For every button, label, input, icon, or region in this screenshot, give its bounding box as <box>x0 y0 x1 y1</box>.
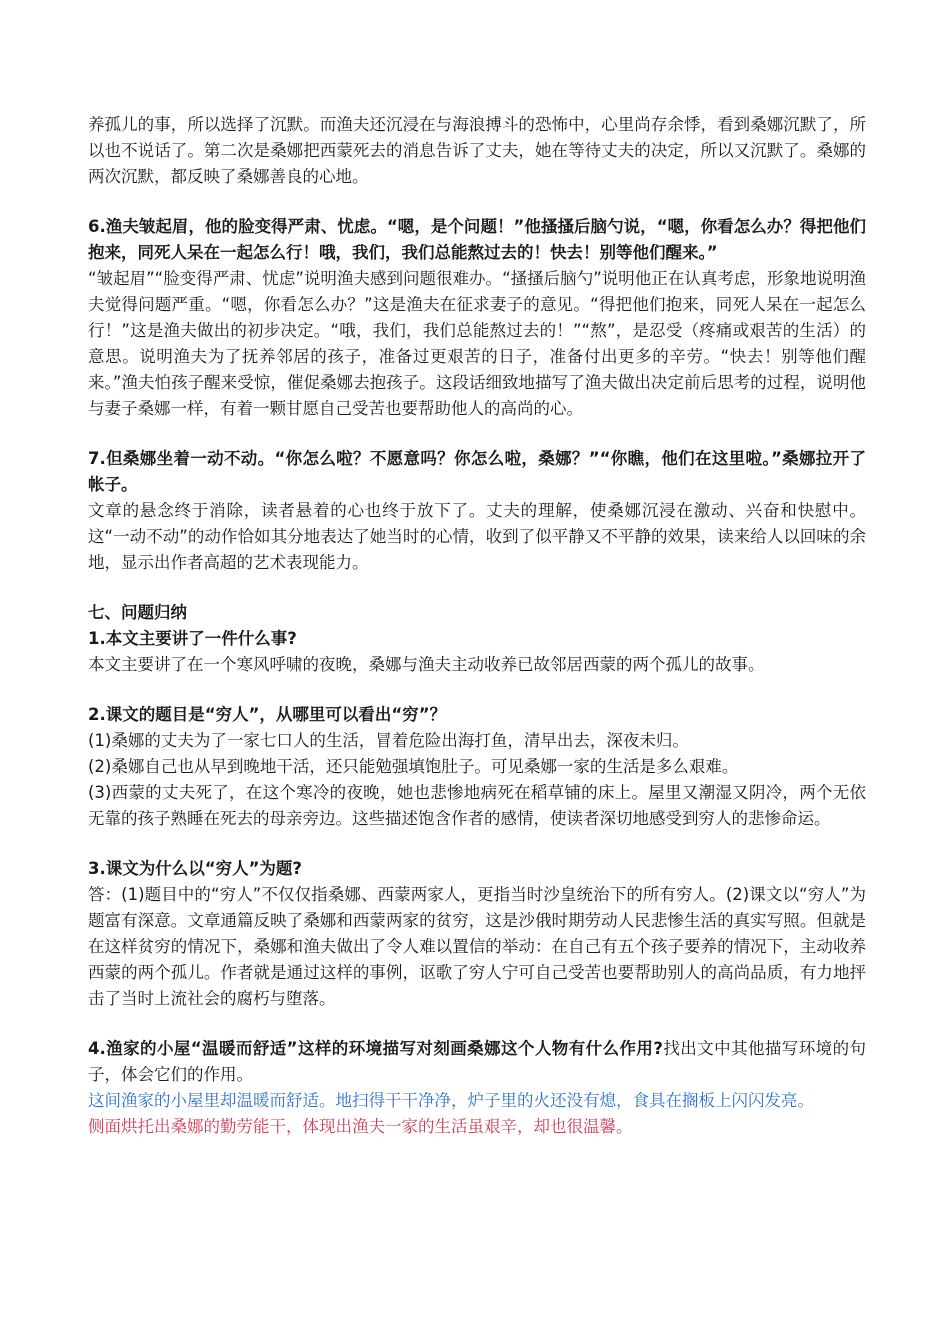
summary-3-answer: 答：(1)题目中的“穷人”不仅仅指桑娜、西蒙两家人，更指当时沙皇统治下的所有穷人。(2)课文以“穷人”为题富有深意。文章通篇反映了桑娜和西蒙两家的贫穷，这是沙俄时期劳动人民悲惨生活的真实写照。但就是在这样贫穷的情况下，桑娜和渔夫做出了令人难以置信的举动：在自己有五个孩子要养的情况下，主动收养西蒙的两个孤儿。作者就是通过这样的事例，讴歌了穷人宁可自己受苦也要帮助别人的高尚品质，有力地抨击了当时上流社会的腐朽与堕落。 <box>88 885 866 1008</box>
summary-4-answer: 侧面烘托出桑娜的勤劳能干，体现出渔夫一家的生活虽艰辛，却也很温馨。 <box>88 1117 633 1136</box>
question-7-title: 7.但桑娜坐着一动不动。“你怎么啦？不愿意吗？你怎么啦，桑娜？”“你瞧，他们在这里啦。”桑娜拉开了帐子。 <box>88 449 866 494</box>
summary-4-quote: 这间渔家的小屋里却温暖而舒适。地扫得干干净净，炉子里的火还没有熄，食具在搁板上闪闪发亮。 <box>88 1091 814 1110</box>
summary-4-title-bold: 4.渔家的小屋“温暖而舒适”这样的环境描写对刻画桑娜这个人物有什么作用? <box>88 1039 663 1058</box>
summary-2-item-2: (2)桑娜自己也从早到晚地干活，还只能勉强填饱肚子。可见桑娜一家的生活是多么艰难。 <box>88 757 739 776</box>
summary-2-item-3: (3)西蒙的丈夫死了，在这个寒冷的夜晚，她也悲惨地病死在稻草铺的床上。屋里又潮湿又阴冷，两个无依无靠的孩子熟睡在死去的母亲旁边。这些描述饱含作者的感情，使读者深切地感受到穷人的悲惨命运。 <box>88 783 866 828</box>
question-6-title: 6.渔夫皱起眉，他的脸变得严肃、忧虑。“嗯，是个问题！”他搔搔后脑勺说，“嗯，你看怎么办？得把他们抱来，同死人呆在一起怎么行！哦，我们，我们总能熬过去的！快去！别等他们醒来。” <box>88 217 866 262</box>
summary-2-title: 2.课文的题目是“穷人”，从哪里可以看出“穷”？ <box>88 705 447 724</box>
summary-1-answer: 本文主要讲了在一个寒风呼啸的夜晚，桑娜与渔夫主动收养已故邻居西蒙的两个孤儿的故事。 <box>88 655 765 674</box>
document-page <box>88 112 866 1140</box>
summary-4-title-normal: 找出文中其他描写环境的句子，体会它们的作用。 <box>88 1039 867 1084</box>
summary-1-title: 1.本文主要讲了一件什么事? <box>88 629 297 648</box>
question-6-analysis: “皱起眉”“脸变得严肃、忧虑”说明渔夫感到问题很难办。“搔搔后脑勺”说明他正在认真考虑，形象地说明渔夫觉得问题严重。“嗯，你看怎么办？”这是渔夫在征求妻子的意见。“得把他们抱来，同死人呆在一起怎么行！”这是渔夫做出的初步决定。“哦，我们，我们总能熬过去的！”“熬”，是忍受（疼痛或艰苦的生活）的意思。说明渔夫为了抚养邻居的孩子，准备过更艰苦的日子，准备付出更多的辛劳。“快去！别等他们醒来。”渔夫怕孩子醒来受惊，催促桑娜去抱孩子。这段话细致地描写了渔夫做出决定前后思考的过程，说明他与妻子桑娜一样，有着一颗甘愿自己受苦也要帮助他人的高尚的心。 <box>88 269 866 418</box>
section-heading: 七、问题归纳 <box>88 603 187 622</box>
summary-2-item-1: (1)桑娜的丈夫为了一家七口人的生活，冒着危险出海打鱼，清早出去，深夜未归。 <box>88 731 689 750</box>
paragraph-continued: 养孤儿的事，所以选择了沉默。而渔夫还沉浸在与海浪搏斗的恐怖中，心里尚存余悸，看到桑娜沉默了，所以也不说话了。第二次是桑娜把西蒙死去的消息告诉了丈夫，她在等待丈夫的决定，所以又沉默了。桑娜的两次沉默，都反映了桑娜善良的心地。 <box>88 115 866 186</box>
summary-4-title <box>88 1036 866 1088</box>
summary-3-title: 3.课文为什么以“穷人”为题? <box>88 859 303 878</box>
question-7-analysis: 文章的悬念终于消除，读者悬着的心也终于放下了。丈夫的理解，使桑娜沉浸在激动、兴奋和快慰中。这“一动不动”的动作恰如其分地表达了她当时的心情，收到了似平静又不平静的效果，读来给人以回味的余地，显示出作者高超的艺术表现能力。 <box>88 501 866 572</box>
